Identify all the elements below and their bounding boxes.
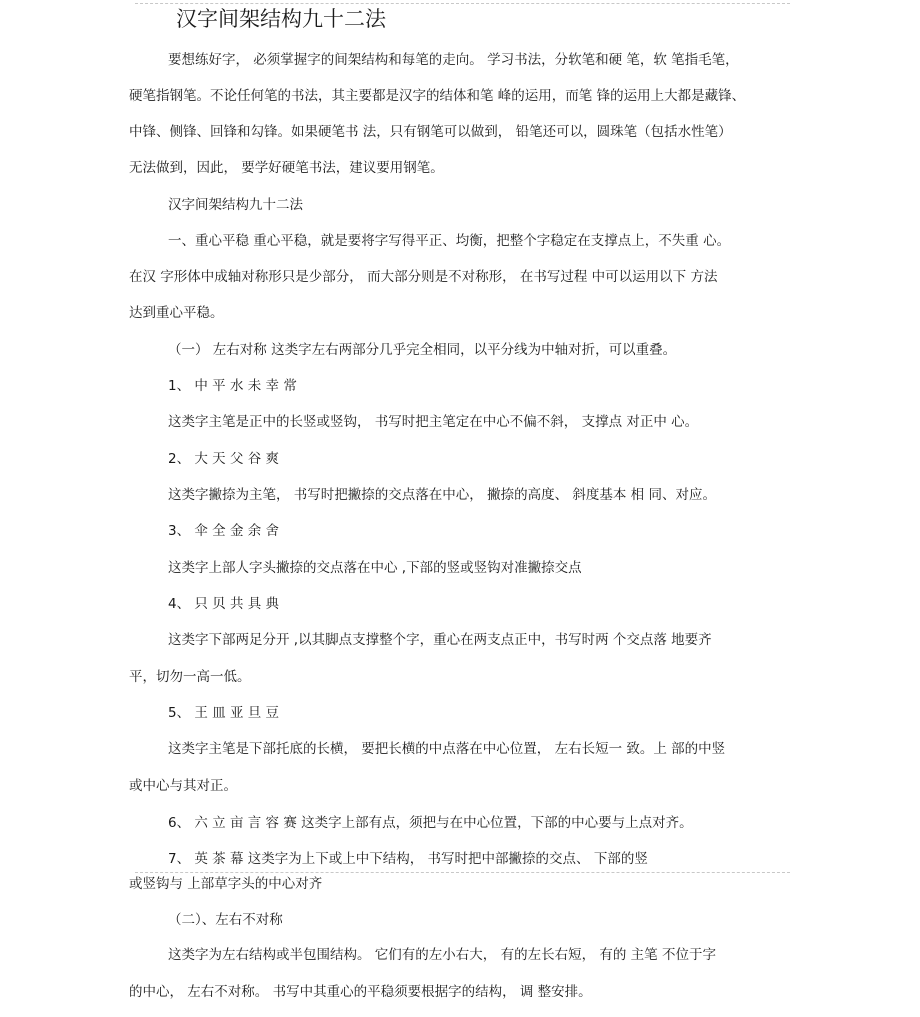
item-3-description: 这类字上部人字头撇捺的交点落在中心 ,下部的竖或竖钩对准撇捺交点 <box>168 560 582 576</box>
item-3-heading: 3、 伞 全 金 余 舍 <box>168 523 280 539</box>
intro-line-4: 无法做到，因此， 要学好硬笔书法，建议要用钢笔。 <box>129 160 444 176</box>
intro-line-1: 要想练好字， 必须掌握字的间架结构和每笔的走向。 学习书法，分软笔和硬 笔，软 笔指毛笔， <box>168 52 739 68</box>
intro-line-3: 中锋、侧锋、回锋和勾锋。如果硬笔书 法，只有钢笔可以做到， 铅笔还可以，圆珠笔（包括水性笔） <box>129 124 732 140</box>
item-2-heading: 2、 大 天 父 谷 爽 <box>168 451 280 467</box>
item-7-continuation: 或竖钩与 上部草字头的中心对齐 <box>129 876 323 892</box>
intro-line-2: 硬笔指钢笔。不论任何笔的书法，其主要都是汉字的结体和笔 峰的运用，而笔 锋的运用上大都是藏锋、 <box>129 88 746 104</box>
subtitle: 汉字间架结构九十二法 <box>168 197 303 213</box>
part1-heading: （一） 左右对称 这类字左右两部分几乎完全相同，以平分线为中轴对折，可以重叠。 <box>168 342 677 358</box>
item-4-description-2: 平，切勿一高一低。 <box>129 669 251 685</box>
item-7-line: 7、 英 茶 幕 这类字为上下或上中下结构， 书写时把中部撇捺的交点、 下部的竖 <box>168 851 648 867</box>
item-5-heading: 5、 王 皿 亚 旦 豆 <box>168 705 280 721</box>
page-title: 汉字间架结构九十二法 <box>176 7 386 31</box>
section1-line-3: 达到重心平稳。 <box>129 305 224 321</box>
top-page-divider <box>135 3 790 4</box>
page-break-divider <box>135 872 790 873</box>
item-5-description-1: 这类字主笔是下部托底的长横， 要把长横的中点落在中心位置， 左右长短一 致。上 部的中竖 <box>168 741 726 757</box>
item-4-description-1: 这类字下部两足分开 ,以其脚点支撑整个字，重心在两支点正中，书写时两 个交点落 地要齐 <box>168 632 712 648</box>
item-5-description-2: 或中心与其对正。 <box>129 778 237 794</box>
item-1-heading: 1、 中 平 水 未 幸 常 <box>168 378 297 394</box>
part2-heading: （二）、左右不对称 <box>168 912 283 928</box>
part2-line-2: 的中心， 左右不对称。 书写中其重心的平稳须要根据字的结构， 调 整安排。 <box>129 984 592 1000</box>
part2-line-1: 这类字为左右结构或半包围结构。 它们有的左小右大， 有的左长右短， 有的 主笔 不位于字 <box>168 947 716 963</box>
section1-line-1: 一、重心平稳 重心平稳，就是要将字写得平正、均衡，把整个字稳定在支撑点上，不失重 心。 <box>168 233 731 249</box>
item-1-description: 这类字主笔是正中的长竖或竖钩， 书写时把主笔定在中心不偏不斜， 支撑点 对正中 心。 <box>168 414 699 430</box>
section1-line-2: 在汉 字形体中成轴对称形只是少部分， 而大部分则是不对称形， 在书写过程 中可以运用以下 方法 <box>129 269 718 285</box>
item-2-description: 这类字撇捺为主笔， 书写时把撇捺的交点落在中心， 撇捺的高度、 斜度基本 相 同、对应。 <box>168 487 716 503</box>
item-6-line: 6、 六 立 亩 言 容 赛 这类字上部有点，须把与在中心位置，下部的中心要与上点对齐。 <box>168 815 693 831</box>
item-4-heading: 4、 只 贝 共 具 典 <box>168 596 280 612</box>
